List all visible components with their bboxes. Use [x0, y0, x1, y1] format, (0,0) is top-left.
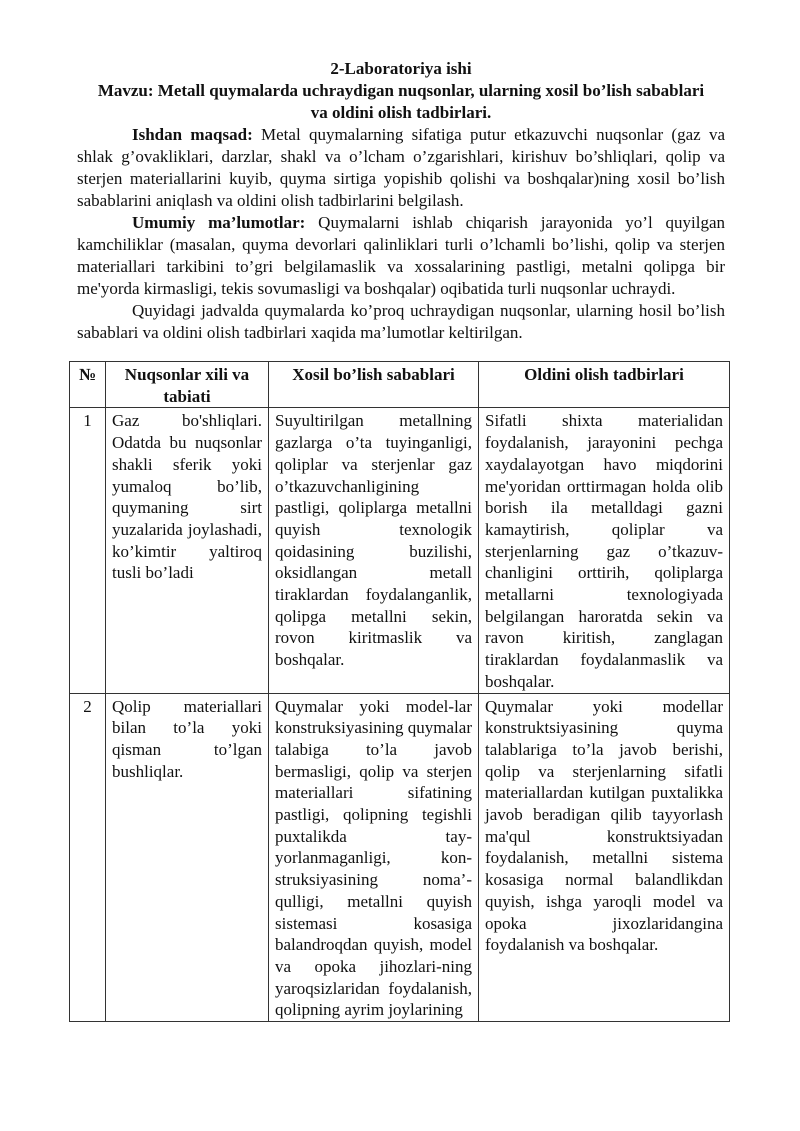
purpose-label: Ishdan maqsad: [132, 125, 253, 144]
general-paragraph [77, 212, 725, 300]
general-text: Quymalarni ishlab chiqarish jarayonida yo’l quyilgan kamchiliklar (masalan, quyma devorlari qalinliklari turli o’lchamli bo’lishi, qolip va sterjen materiallari tarkibini to’gri belgilamaslik va xossalarining pastligi, metalni qolipga bir me'yorda kirmasligi, tekis sovumasligi va boshqalar) oqibatida turli nuqsonlar uchraydi. [77, 213, 726, 298]
prevention-cell: Sifatli shixta materialidan foydalanish, jarayonini pechga xaydalayotgan havo miqdorini me'yoridan orttirmagan holda olib borish ila metalldagi gazni kamaytirish, qoliplar va sterjenlarning gaz o’tkazuvchanligini orttirih, qoliplarga metallarni texnologiyada belgilangan haroratda sekin va ravon kiritish, zanglagan tiraklardan foydalanmaslik va boshqalar. [479, 408, 730, 693]
prevention-cell: Quymalar yoki modellar konstruktsiyasining quyma talablariga to’la javob berishi, qolip va sterjenlarning sifatli materiallardan kutilgan puxtalikka javob beradigan qilib tayyorlash ma'qul konstruktsiyadan foydalanish, metallni sistema kosasiga normal balandlikdan quyish, ishga yaroqli model va opoka jixozlaridangina foydalanish va boshqalar. [479, 693, 730, 1022]
purpose-text: Metal quymalarning sifatiga putur etkazuvchi nuqsonlar (gaz va shlak g’ovakliklari, darzlar, shakl va o’lcham o’zgarishlari, kirishuv bo’shliqlari, qolip va sterjen materiallarini kuyib, quyma sirtiga yopishib qolishi va boshqalar)ning xosil bo’lish sabablarini aniqlash va oldini olish tadbirlarini belgilash. [77, 125, 725, 210]
causes-cell: Suyultirilgan metallning gazlarga o’ta tuyinganligi, qoliplar va sterjenlar gaz o’tkazuvchanligining pastligi, qoliplarga metallni quyish texnologik qoidasining buzilishi, oksidlangan metall tiraklardan foydalanganlik, qolipga metallni sekin, rovon kiritmaslik va boshqalar. [269, 408, 479, 693]
header-defect: Nuqsonlar xili va tabiati [106, 362, 269, 408]
intro-paragraph: Quyidagi jadvalda quymalarda ko’proq uchraydigan nuqsonlar, ularning hosil bo’lish sabablari va oldini olish tadbirlari xaqida ma’lumotlar keltirilgan. [77, 301, 725, 342]
header-number: № [70, 362, 106, 408]
row-number: 2 [70, 693, 106, 1022]
general-label: Umumiy ma’lumotlar: [132, 213, 306, 232]
table-row [70, 408, 730, 693]
row-number: 1 [70, 408, 106, 693]
document-page [77, 58, 725, 344]
lab-title: 2-Laboratoriya ishi [330, 59, 472, 78]
defect-cell: Gaz bo'shliqlari. Odatda bu nuqsonlar shakli sferik yoki yumaloq bo’lib, quymaning sirt yuzalarida joylashadi, ko’kimtir yaltiroq tusli bo’ladi [106, 408, 269, 693]
causes-cell: Quymalar yoki model-lar konstruksiyasining quymalar talabiga to’la javob bermasligi, qolip va sterjen materiallari sifatining pastligi, qolipning tegishli puxtalikda tayyorlanmaganligi, konstruksiyasining noma’qulligi, metallni quyish sistemasi kosasiga balandroqdan quyish, model va opoka jihozlari-ning yaroqsizlaridan foydalanish, qolipning ayrim joylarining [269, 693, 479, 1022]
purpose-paragraph [77, 124, 725, 212]
defects-table [69, 361, 730, 1022]
header-prevention: Oldini olish tadbirlari [479, 362, 730, 408]
header-causes: Xosil bo’lish sabablari [269, 362, 479, 408]
lab-topic: Mavzu: Metall quymalarda uchraydigan nuqsonlar, ularning xosil bo’lish sabablari va oldini olish tadbirlari. [97, 81, 705, 122]
table-row [70, 693, 730, 1022]
table-header-row [70, 362, 730, 408]
defect-cell: Qolip materiallari bilan to’la yoki qisman to’lgan bushliqlar. [106, 693, 269, 1022]
